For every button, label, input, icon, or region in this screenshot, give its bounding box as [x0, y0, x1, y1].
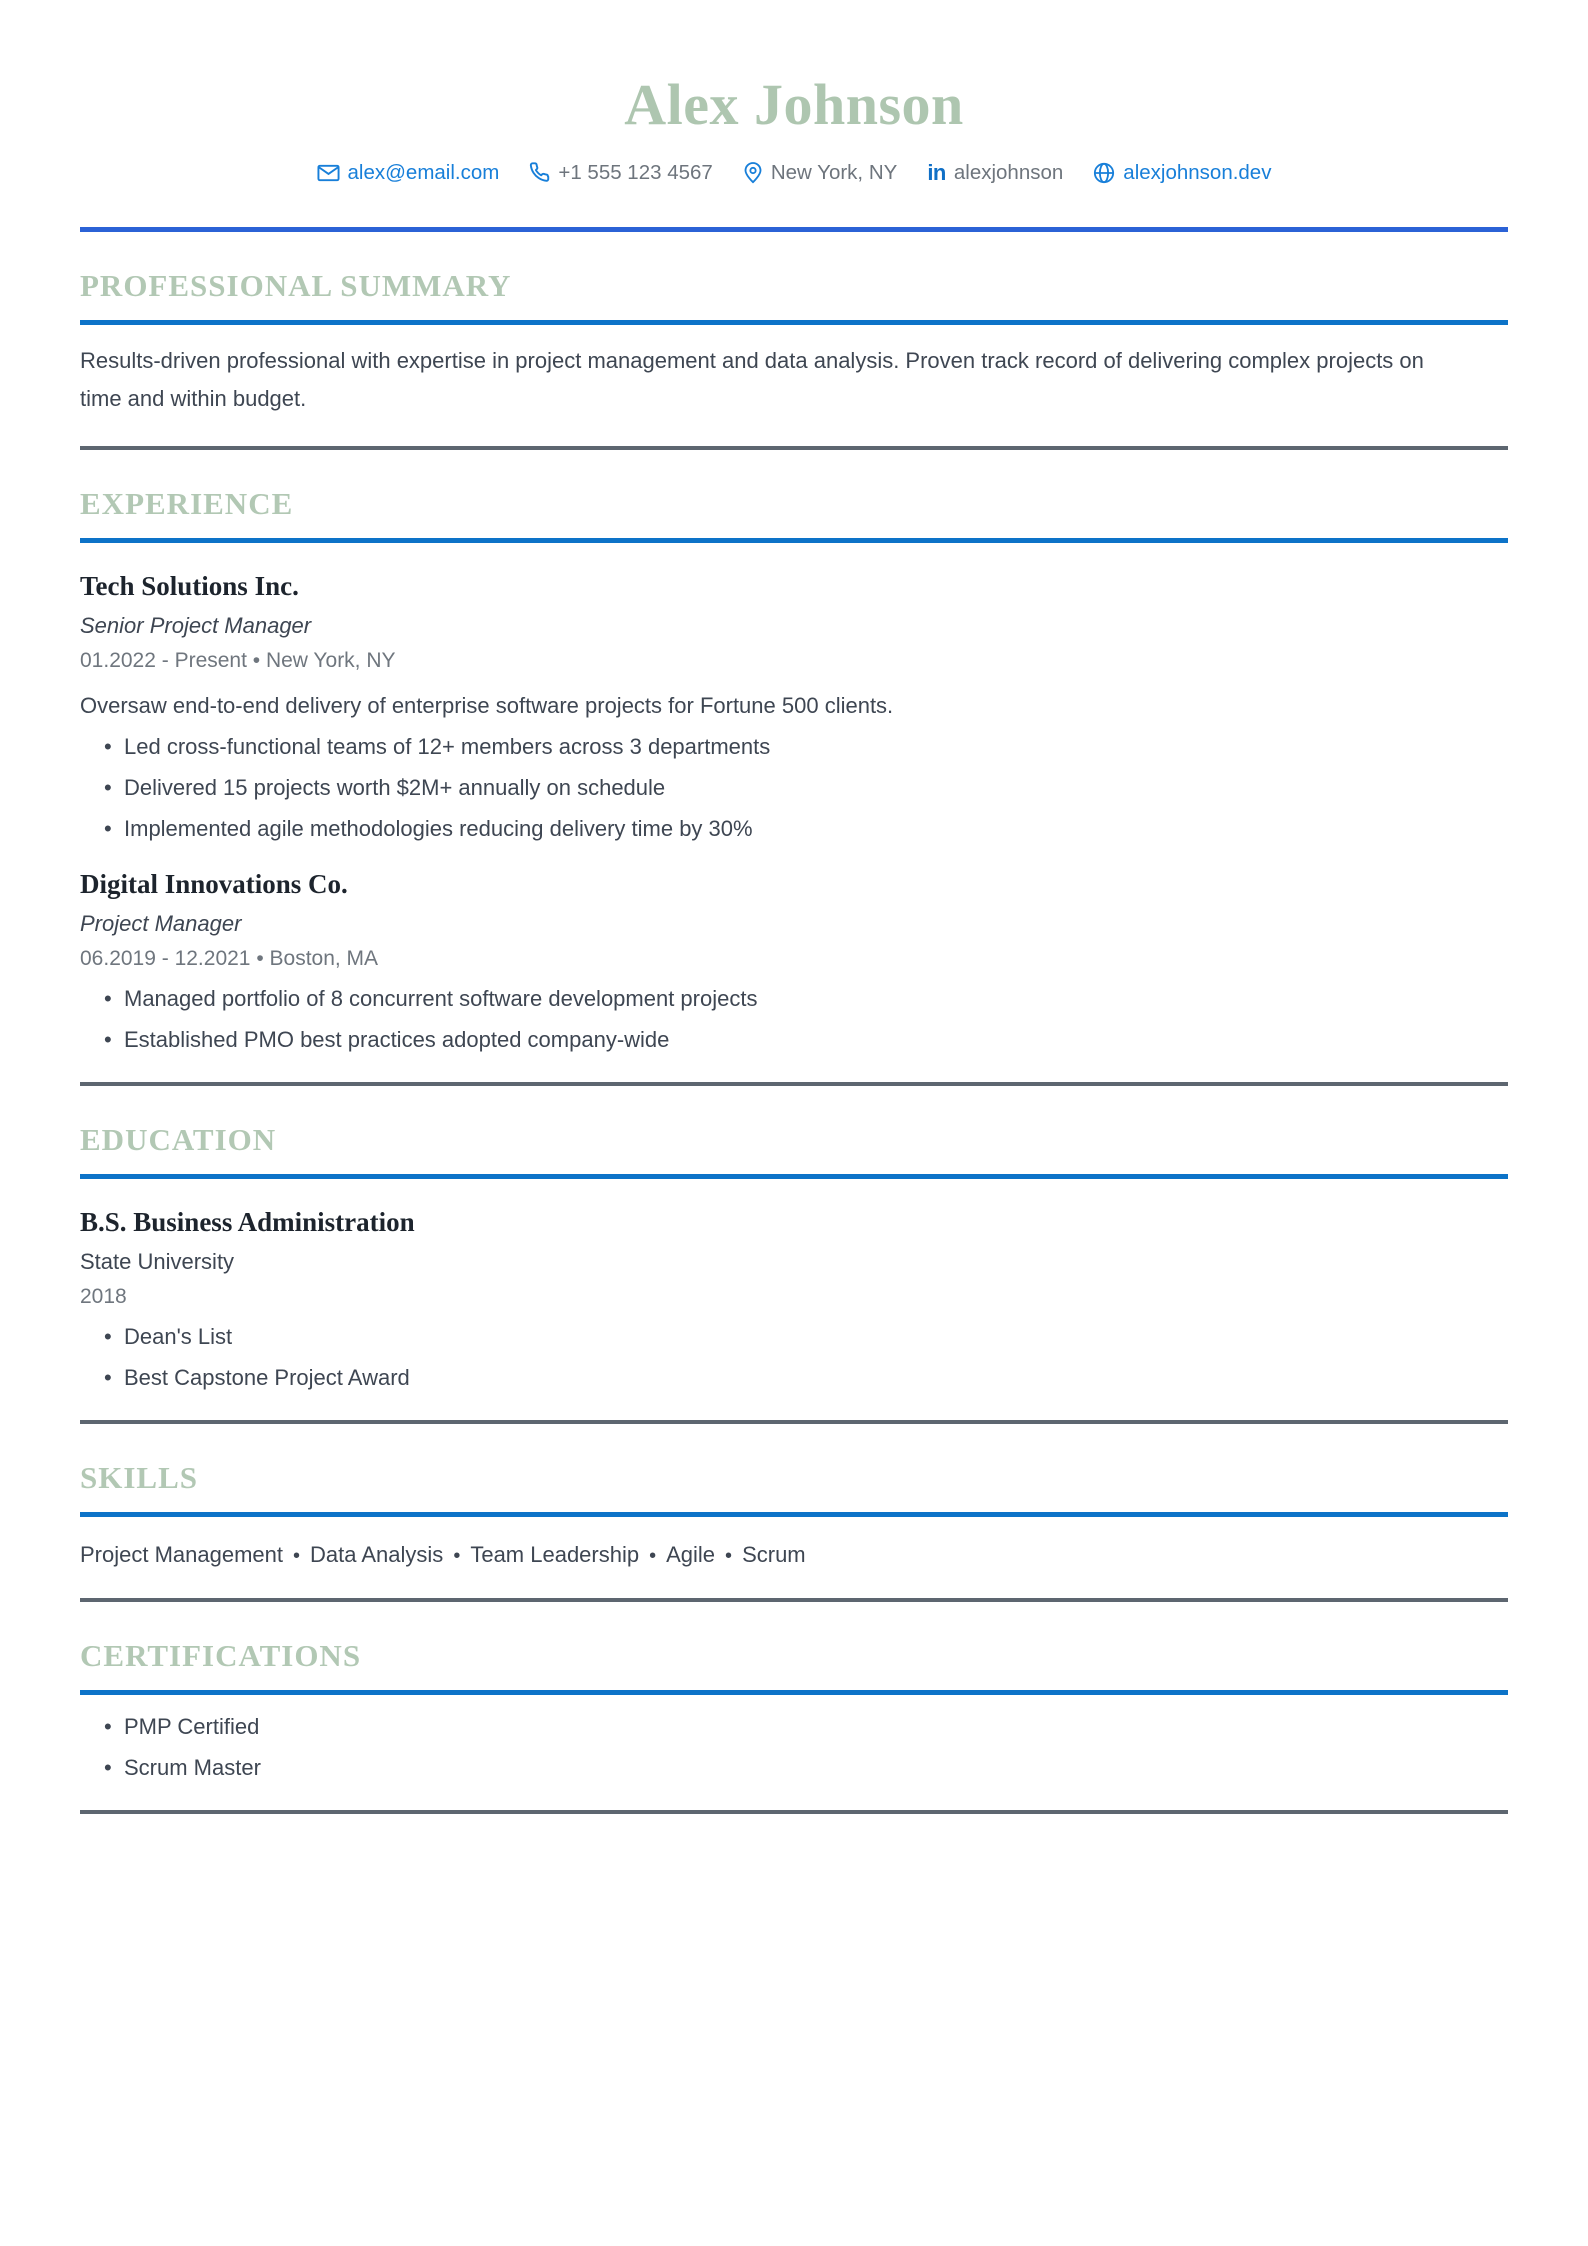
certifications-heading: CERTIFICATIONS — [80, 1637, 362, 1673]
skill-item: Scrum — [742, 1541, 806, 1567]
education-highlight: • Best Capstone Project Award — [104, 1364, 1508, 1392]
section-separator — [80, 1598, 1508, 1602]
job-highlights — [80, 985, 1508, 1054]
contact-location-label: New York, NY — [770, 160, 898, 184]
contact-linkedin — [927, 161, 1063, 185]
skills-heading: SKILLS — [80, 1459, 199, 1495]
linkedin-icon: in — [927, 159, 946, 185]
skill-item: Agile • — [666, 1542, 742, 1567]
skill-item: Team Leadership • — [470, 1542, 666, 1567]
contact-website[interactable] — [1093, 161, 1271, 185]
skill-item: Data Analysis • — [310, 1542, 470, 1567]
location-pin-icon — [743, 162, 763, 184]
job-meta: 06.2019 - 12.2021 • Boston, MA — [80, 946, 379, 970]
education-heading-rule — [80, 1174, 1508, 1179]
job-description: Oversaw end-to-end delivery of enterprise software projects for Fortune 500 clients. — [80, 692, 894, 718]
experience-heading-rule — [80, 538, 1508, 543]
education-heading: EDUCATION — [80, 1121, 277, 1157]
experience-heading: EXPERIENCE — [80, 485, 294, 521]
job-company: Digital Innovations Co. — [80, 868, 348, 899]
contact-phone-label: +1 555 123 4567 — [558, 160, 713, 184]
email-icon — [317, 164, 340, 182]
education-year: 2018 — [80, 1284, 127, 1308]
contact-linkedin-label: alexjohnson — [953, 160, 1064, 184]
job-role: Project Manager — [80, 910, 242, 936]
summary-heading-rule — [80, 320, 1508, 325]
job-highlight: • Managed portfolio of 8 concurrent software development projects — [104, 985, 1508, 1013]
education-highlight: • Dean's List — [104, 1323, 1508, 1351]
phone-icon — [529, 162, 550, 183]
contact-email[interactable] — [317, 161, 500, 185]
certifications-heading-rule — [80, 1690, 1508, 1695]
contact-email-label: alex@email.com — [347, 160, 500, 184]
job-company: Tech Solutions Inc. — [80, 570, 299, 601]
section-separator — [80, 446, 1508, 450]
job-highlights — [80, 733, 1508, 843]
summary-text: Results-driven professional with expertise in project management and data analysis. Proven track record of delivering complex projects on time and within budget. — [80, 347, 1424, 411]
contact-location — [743, 161, 897, 185]
document-end-separator — [80, 1810, 1508, 1814]
section-separator — [80, 1082, 1508, 1086]
job-meta: 01.2022 - Present • New York, NY — [80, 648, 396, 672]
skills-list — [80, 1541, 1508, 1570]
globe-icon — [1093, 162, 1115, 184]
job-entry — [80, 569, 1508, 843]
section-separator — [80, 1420, 1508, 1424]
section-experience — [80, 483, 1508, 1086]
contact-website-label: alexjohnson.dev — [1123, 160, 1272, 184]
section-summary — [80, 265, 1508, 450]
education-degree: B.S. Business Administration — [80, 1206, 415, 1237]
section-education — [80, 1119, 1508, 1424]
education-highlights — [80, 1323, 1508, 1392]
certification-item: • PMP Certified — [104, 1713, 1508, 1741]
resume-header — [80, 0, 1508, 232]
section-skills — [80, 1457, 1508, 1602]
job-entry — [80, 867, 1508, 1054]
contact-row — [80, 161, 1508, 227]
skill-item: Project Management • — [80, 1542, 310, 1567]
job-highlight: • Implemented agile methodologies reducing delivery time by 30% — [104, 815, 1508, 843]
resume-name: Alex Johnson — [624, 72, 964, 137]
contact-phone — [529, 161, 712, 185]
job-role: Senior Project Manager — [80, 612, 312, 638]
job-highlight: • Led cross-functional teams of 12+ members across 3 departments — [104, 733, 1508, 761]
job-highlight: • Delivered 15 projects worth $2M+ annually on schedule — [104, 774, 1508, 802]
job-highlight: • Established PMO best practices adopted company-wide — [104, 1026, 1508, 1054]
section-certifications — [80, 1635, 1508, 1814]
summary-heading: PROFESSIONAL SUMMARY — [80, 267, 512, 303]
education-school: State University — [80, 1248, 235, 1274]
skills-heading-rule — [80, 1512, 1508, 1517]
certification-list — [80, 1713, 1508, 1782]
certification-item: • Scrum Master — [104, 1754, 1508, 1782]
